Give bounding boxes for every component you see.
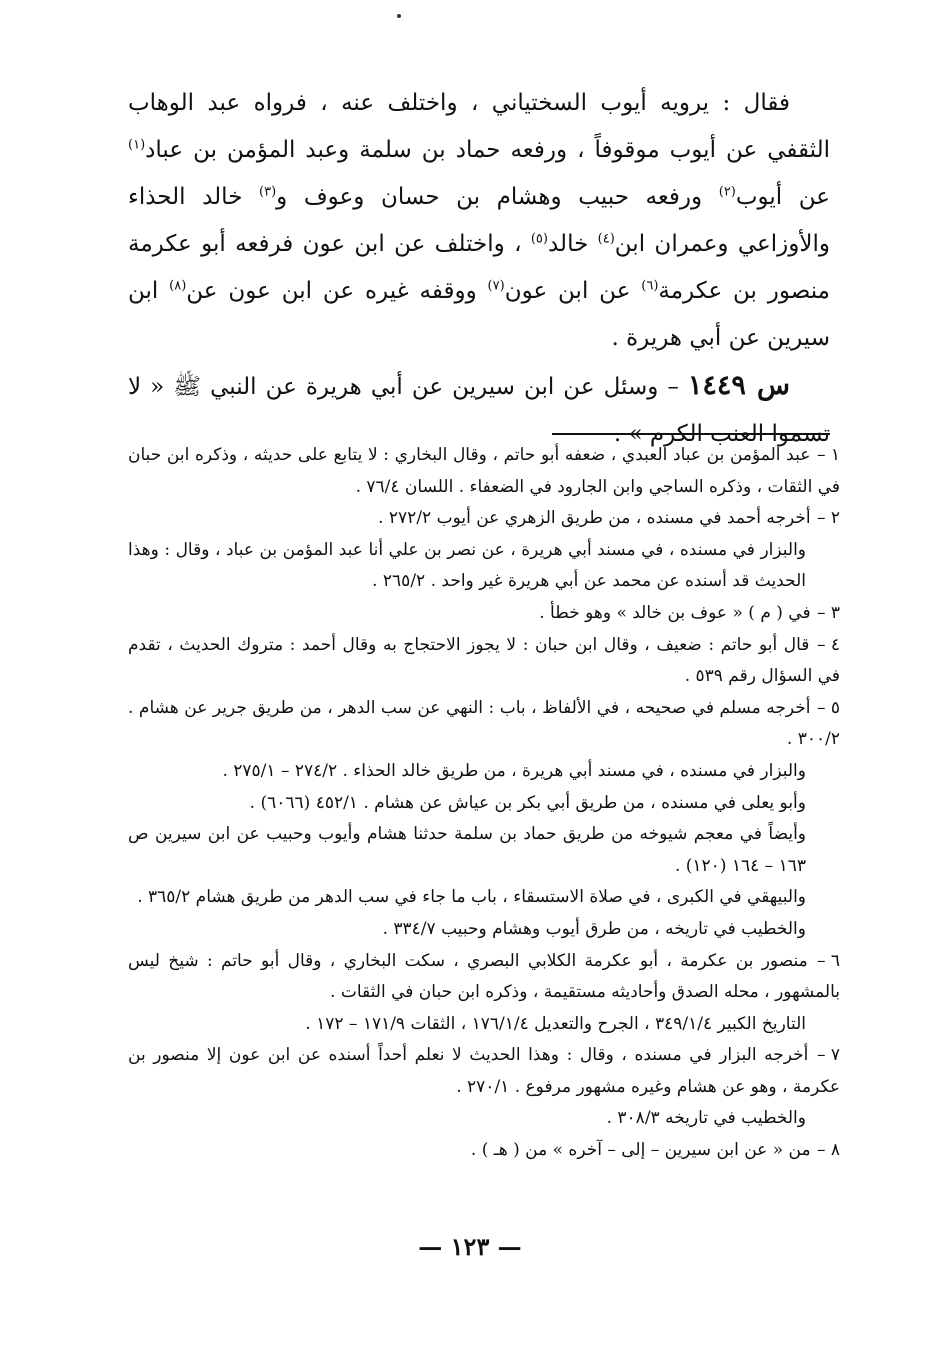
footnote-ref-4: (٤): [597, 231, 615, 247]
footnote-text: أخرجه مسلم في صحيحه ، في الألفاظ ، باب : النهي عن سب الدهر ، من طريق جرير عن هشام . ٣٠٠/٢ .: [128, 697, 840, 750]
text-run: عن ابن عون: [504, 278, 642, 304]
footnote-6: [128, 946, 840, 1009]
footnote-label: ٨ –: [816, 1140, 840, 1161]
page-mark: [397, 14, 401, 18]
main-text: [128, 80, 830, 458]
page-number: — ١٢٣ —: [418, 1232, 522, 1261]
footnote-5-line: والبيهقي في الكبرى ، في صلاة الاستسقاء ، باب ما جاء في سب الدهر من طريق هشام ٣٦٥/٢ .: [137, 887, 806, 908]
text-run: عن أيوب: [735, 184, 831, 210]
footnote-7-line: والخطيب في تاريخه ٣٠٨/٣ .: [606, 1108, 806, 1129]
main-paragraph: [128, 80, 830, 362]
footnote-5-line: وأيضاً في معجم شيوخه من طريق حماد بن سلمة حدثنا هشام وأيوب وحبيب عن ابن سيرين ص ١٦٣ – ١٦٤ (١٢٠) .: [128, 824, 806, 876]
footnote-ref-1: (١): [128, 137, 146, 153]
footnote-4: [128, 630, 840, 693]
footnote-2: [128, 503, 840, 535]
question-text: – وسئل عن ابن سيرين عن أبي هريرة عن النبي ﷺ « لا تسموا العنب الكرم » .: [128, 374, 830, 447]
text-run: فقال : يرويه أيوب السختياني ، واختلف عنه ، فرواه عبد الوهاب الثقفي عن أيوب موقوفاً ، ورفعه حماد بن سلمة وعبد المؤمن بن عباد: [128, 90, 830, 163]
footnote-3: [128, 598, 840, 630]
footnote-ref-2: (٢): [718, 184, 736, 200]
footnote-label: ٣ –: [816, 602, 840, 623]
footnote-ref-3: (٣): [259, 184, 277, 200]
footnote-2-continuation: والبزار في مسنده ، في مسند أبي هريرة ، عن نصر بن علي أنا عبد المؤمن بن عباد ، وقال : وهذا الحديث قد أسنده عن محمد عن أبي هريرة غير واحد . ٢٦٥/٢ .: [128, 539, 806, 592]
footnote-8: [128, 1135, 840, 1167]
text-run: ، واختلف عن ابن عون فرفعه أبو عكرمة منصور بن عكرمة: [128, 231, 830, 304]
footnote-6-line: التاريخ الكبير ٣٤٩/١/٤ ، الجرح والتعديل ١٧٦/١/٤ ، الثقات ١٧١/٩ – ١٧٢ .: [305, 1013, 806, 1034]
text-run: ووقفه غيره عن ابن عون عن: [186, 278, 488, 304]
footnote-ref-6: (٦): [641, 278, 659, 294]
footnote-label: ١ –: [816, 445, 841, 465]
footnote-5-line: والبزار في مسنده ، في مسند أبي هريرة ، من طريق خالد الحذاء . ٢٧٤/٢ – ٢٧٥/١ .: [222, 760, 806, 781]
footnote-text: أخرجه أحمد في مسنده ، من طريق الزهري عن أيوب ٢٧٢/٢ .: [378, 508, 811, 529]
text-run: ابن سيرين عن أبي هريرة .: [128, 278, 830, 351]
footnote-label: ٧ –: [816, 1045, 840, 1066]
footnote-5: [128, 693, 840, 756]
footnote-ref-8: (٨): [169, 278, 187, 294]
text-run: ورفعه حبيب وهشام بن حسان وعوف و: [276, 184, 719, 210]
text-run: خالد: [547, 231, 598, 257]
footnote-text: من « عن ابن سيرين – إلى – آخره » من ( هـ ) .: [470, 1140, 811, 1161]
footnote-text: قال أبو حاتم : ضعيف ، وقال ابن حبان : لا يجوز الاحتجاج به وقال أحمد : متروك الحديث ، تقدم في السؤال رقم ٥٣٩ .: [128, 634, 840, 687]
footnote-text: أخرجه البزار في مسنده ، وقال : وهذا الحديث لا نعلم أحداً أسنده عن ابن عون إلا منصور بن عكرمة ، وهو عن هشام وغيره مشهور مرفوع . ٢٧٠/١ .: [128, 1045, 840, 1097]
footnote-7: [128, 1040, 840, 1103]
footnote-label: ٤ –: [816, 634, 841, 655]
text-run: خالد الحذاء والأوزاعي وعمران ابن: [128, 184, 830, 257]
footnote-1: [128, 440, 840, 503]
footnote-label: ٥ –: [816, 697, 840, 718]
footnote-divider: [552, 433, 830, 435]
footnote-label: ٢ –: [816, 508, 840, 529]
footnote-5-line: والخطيب في تاريخه ، من طرق أيوب وهشام وحبيب ٣٣٤/٧ .: [382, 918, 806, 939]
footnotes: [128, 440, 840, 1167]
footnote-text: عبد المؤمن بن عباد العبدي ، ضعفه أبو حاتم ، وقال البخاري : لا يتابع على حديثه ، وذكره ابن حبان في الثقات ، وذكره الساجي وابن الجارود في الضعفاء . اللسان ٧٦/٤ .: [128, 445, 840, 497]
footnote-text: منصور بن عكرمة ، أبو عكرمة الكلابي البصري ، سكت البخاري ، وقال أبو حاتم : شيخ ليس بالمشهور ، محله الصدق وأحاديثه مستقيمة ، وذكره ابن حبان في الثقات .: [128, 950, 840, 1003]
footnote-text: في ( م ) « عوف بن خالد » وهو خطأ .: [539, 602, 811, 623]
footnote-label: ٦ –: [816, 950, 841, 971]
question-number: س ١٤٤٩: [687, 370, 791, 401]
footnote-ref-5: (٥): [530, 231, 548, 247]
footnote-5-line: وأبو يعلى في مسنده ، من طريق أبي بكر بن عياش عن هشام . ٤٥٢/١ (٦٠٦٦) .: [249, 792, 806, 813]
footnote-ref-7: (٧): [487, 278, 505, 294]
